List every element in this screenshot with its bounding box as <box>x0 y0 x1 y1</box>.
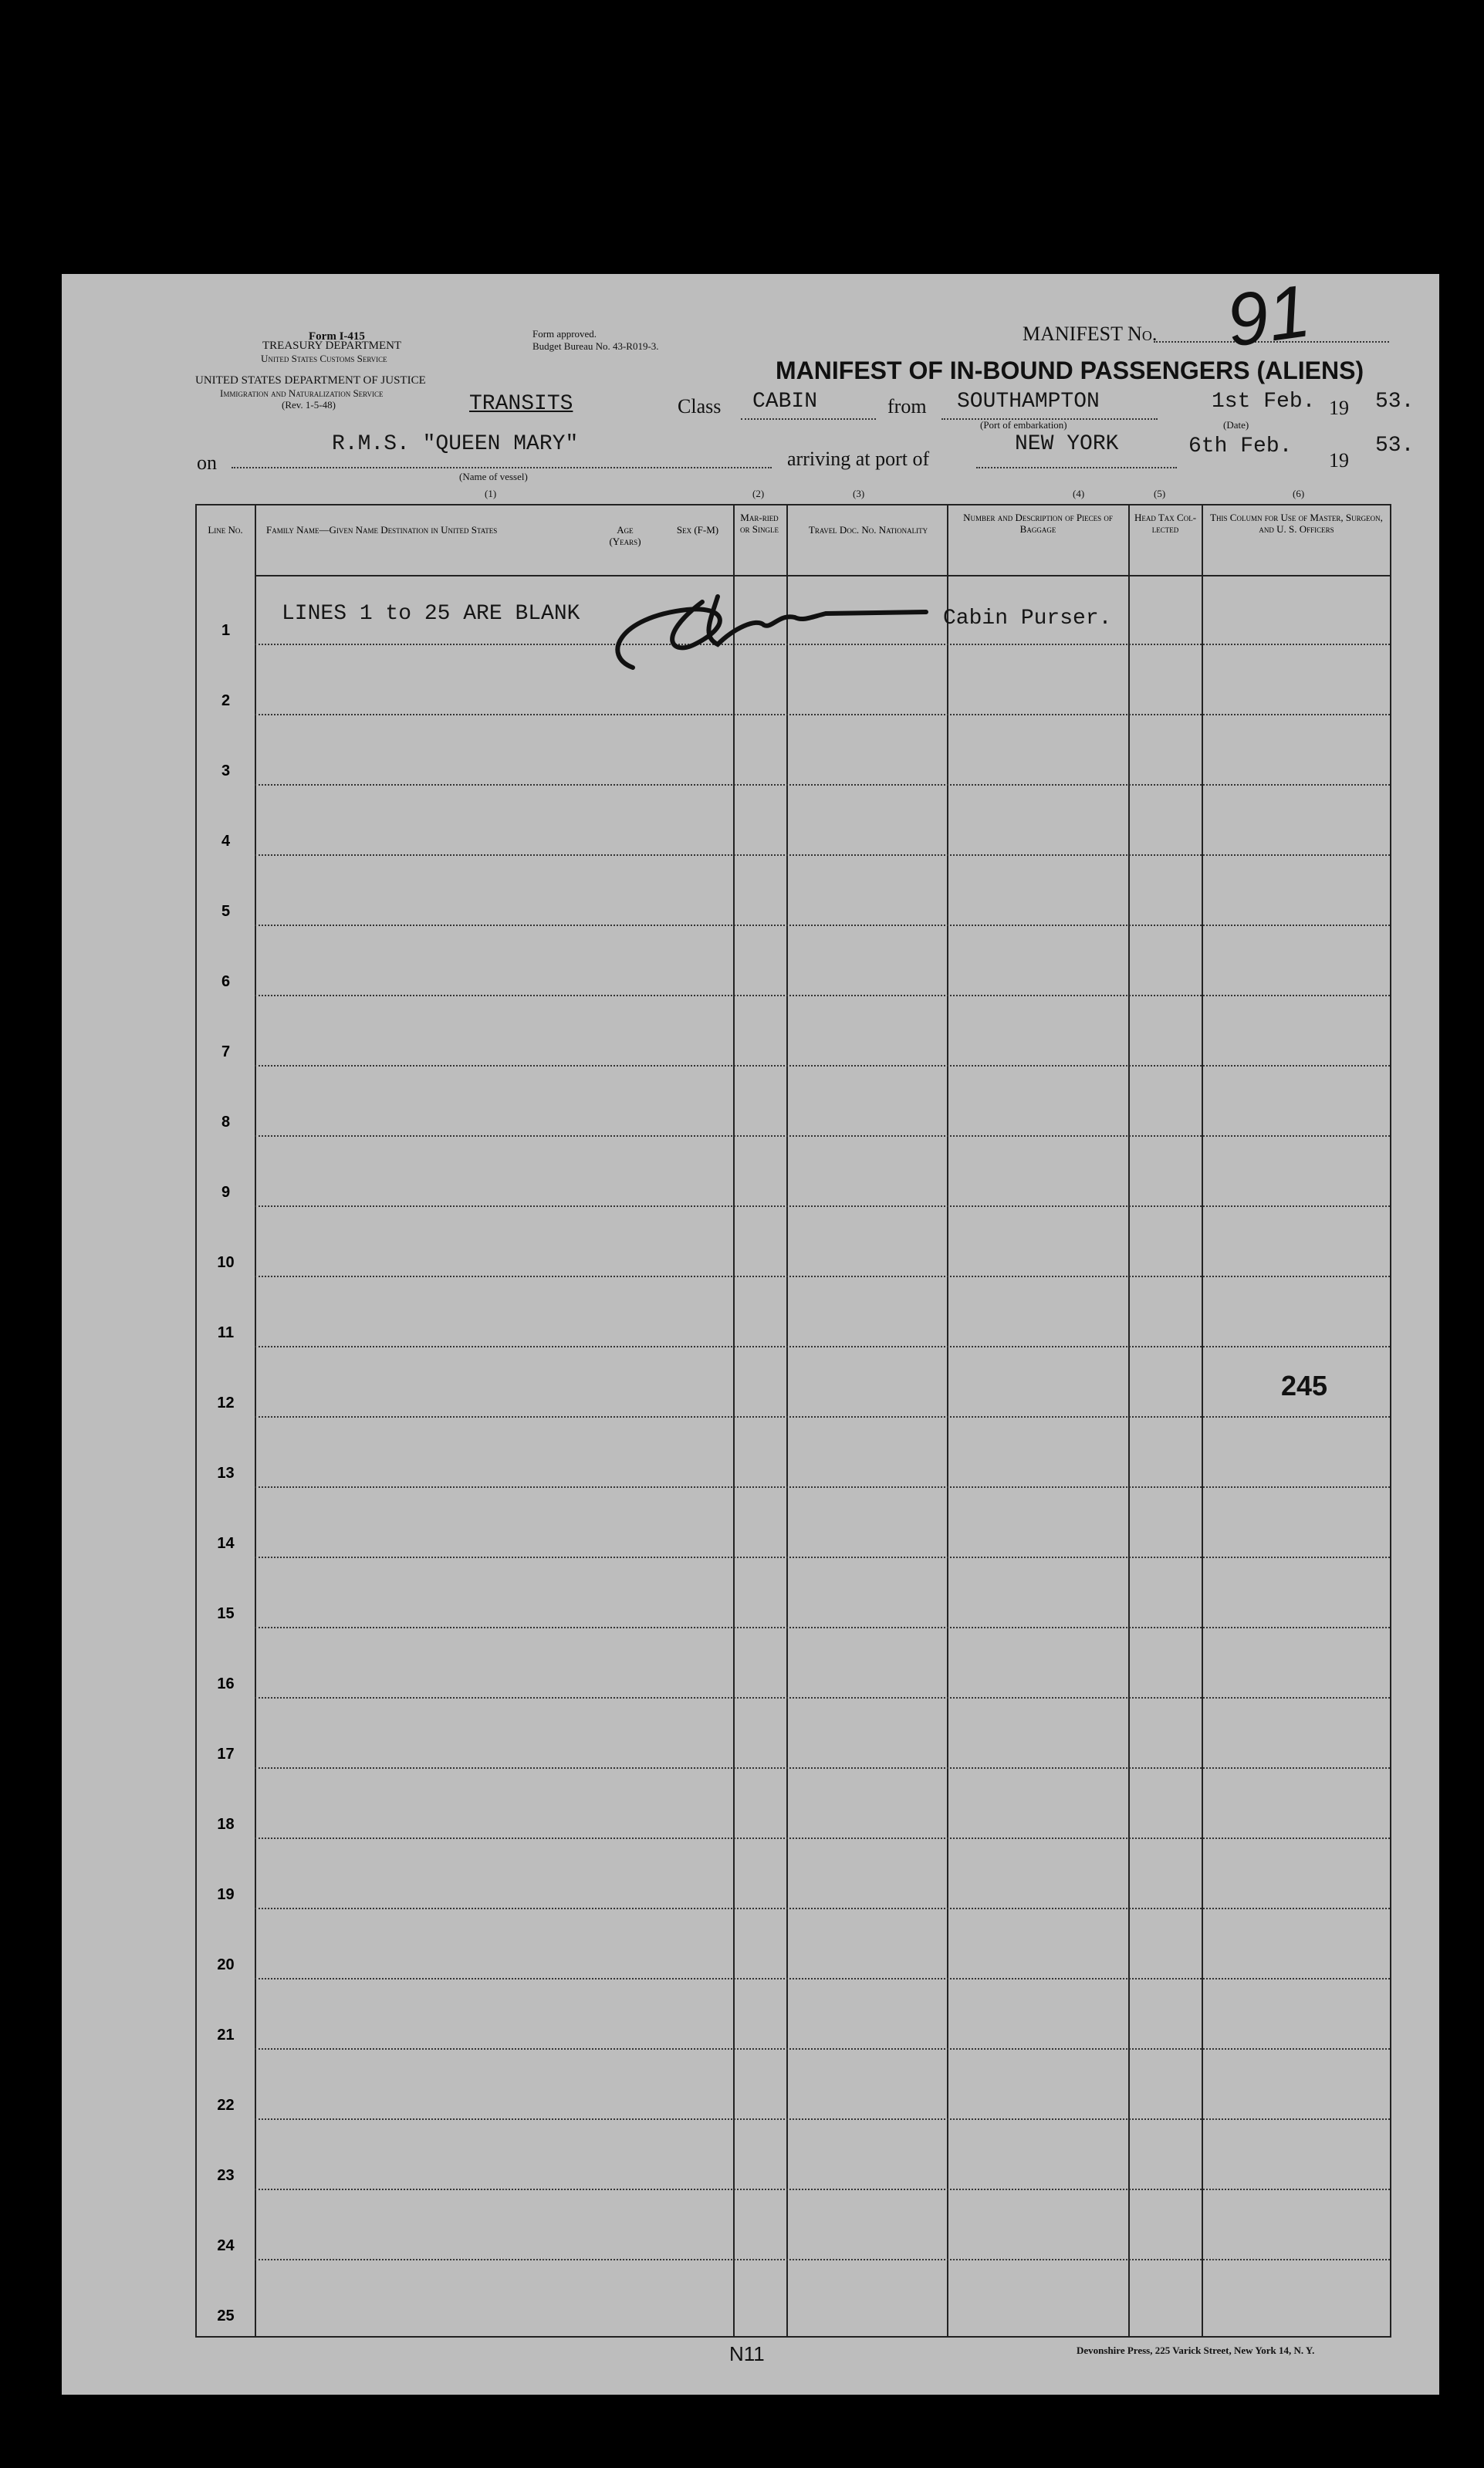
table-row <box>255 2259 1390 2260</box>
col-divider <box>255 505 256 2336</box>
departure-date: 1st Feb. <box>1212 390 1316 414</box>
row-number: 2 <box>221 692 231 709</box>
col-divider <box>1128 505 1130 2336</box>
table-row <box>255 1205 1390 1207</box>
printer-credit: Devonshire Press, 225 Varick Street, New York 14, N. Y. <box>1077 2345 1315 2356</box>
row-number: 12 <box>217 1395 235 1411</box>
table-row <box>255 2189 1390 2190</box>
departure-year: 53. <box>1375 390 1415 414</box>
col-number: (3) <box>853 488 865 499</box>
transits-stamp: TRANSITS <box>469 392 573 416</box>
revision: (Rev. 1-5-48) <box>282 399 336 411</box>
sheet-code: N11 <box>729 2342 765 2365</box>
table-row <box>255 1486 1390 1488</box>
row-number: 10 <box>217 1254 235 1271</box>
table-row <box>255 1276 1390 1277</box>
budget-bureau: Budget Bureau No. 43-R019-3. <box>532 340 659 352</box>
form-number: Form I-415 <box>309 330 365 343</box>
embarkation-port: SOUTHAMPTON <box>957 390 1100 414</box>
blank-lines-note: LINES 1 to 25 ARE BLANK <box>282 602 580 626</box>
arrival-port: NEW YORK <box>1015 432 1119 456</box>
col-divider <box>1202 505 1203 2336</box>
row-number: 9 <box>221 1184 231 1201</box>
col-number: (4) <box>1073 488 1085 499</box>
col-header-line-no: Line No. <box>208 524 243 536</box>
table-row <box>255 1697 1390 1699</box>
manifest-number: 91 <box>1222 269 1315 363</box>
table-row <box>255 854 1390 856</box>
col-divider <box>733 505 735 2336</box>
row-number: 24 <box>217 2237 235 2254</box>
col-number: (2) <box>752 488 765 499</box>
table-row <box>255 714 1390 715</box>
col-number: (5) <box>1154 488 1166 499</box>
table-row <box>255 1135 1390 1137</box>
row-number: 20 <box>217 1956 235 1973</box>
row-number: 19 <box>217 1886 235 1903</box>
row-number: 6 <box>221 973 231 990</box>
row-number: 4 <box>221 833 231 850</box>
row-number: 3 <box>221 762 231 779</box>
table-row <box>255 784 1390 786</box>
manifest-label: MANIFEST No. <box>1023 323 1158 345</box>
row-number: 15 <box>217 1605 235 1622</box>
row-number: 11 <box>217 1324 235 1341</box>
table-row <box>255 1416 1390 1418</box>
table-row <box>255 1557 1390 1558</box>
header-divider <box>255 575 1390 576</box>
table-row <box>255 1346 1390 1347</box>
on-label: on <box>197 451 217 474</box>
stamp-number: 245 <box>1281 1370 1328 1401</box>
table-row <box>255 925 1390 926</box>
arrival-year-prefix: 19 <box>1329 449 1349 472</box>
arrival-date: 6th Feb. <box>1188 434 1293 458</box>
signer-title: Cabin Purser. <box>943 607 1112 631</box>
form-approved: Form approved. <box>532 328 597 340</box>
row-number: 16 <box>217 1675 235 1692</box>
col-header-name: Family Name—Given Name Destination in United States <box>266 524 498 536</box>
row-number: 21 <box>217 2027 235 2044</box>
table-row <box>255 1837 1390 1839</box>
row-number: 8 <box>221 1114 231 1131</box>
col-number: (1) <box>485 488 497 499</box>
table-row <box>255 1978 1390 1979</box>
vessel-name: R.M.S. "QUEEN MARY" <box>332 432 579 456</box>
customs-service: United States Customs Service <box>261 353 387 364</box>
table-row <box>255 1065 1390 1067</box>
row-number: 7 <box>221 1043 231 1060</box>
col-number: (6) <box>1293 488 1305 499</box>
row-number: 23 <box>217 2167 235 2184</box>
table-row <box>255 2118 1390 2120</box>
arrival-year: 53. <box>1375 434 1415 458</box>
col-header-baggage: Number and Description of Pieces of Baggage <box>963 512 1113 535</box>
row-number: 18 <box>217 1816 235 1833</box>
table-row <box>255 995 1390 996</box>
col-header-sex: Sex (F-M) <box>676 524 719 536</box>
class-line <box>741 418 876 420</box>
row-number: 13 <box>217 1465 235 1482</box>
table-row <box>255 1627 1390 1628</box>
col-header-head-tax: Head Tax Col-lected <box>1134 512 1197 535</box>
row-number: 22 <box>217 2097 235 2114</box>
row-number: 17 <box>217 1746 235 1763</box>
table-row <box>255 1908 1390 1909</box>
table-row <box>255 2048 1390 2050</box>
from-label: from <box>887 395 927 418</box>
ins-heading: Immigration and Naturalization Service <box>220 387 384 399</box>
col-header-married: Mar-ried or Single <box>740 512 779 535</box>
row-number: 25 <box>217 2307 235 2324</box>
purser-signature <box>602 583 941 683</box>
treasury-dept: TREASURY DEPARTMENT <box>262 340 402 352</box>
col-header-officers: This Column for Use of Master, Surgeon, and U. S. Officers <box>1210 512 1383 535</box>
col-divider <box>947 505 948 2336</box>
date-caption: (Date) <box>1223 419 1249 431</box>
col-divider <box>786 505 788 2336</box>
vessel-line <box>232 467 772 468</box>
row-number: 14 <box>217 1535 235 1552</box>
port-caption: (Port of embarkation) <box>980 419 1067 431</box>
row-number: 1 <box>221 622 231 639</box>
table-row <box>255 1767 1390 1769</box>
vessel-caption: (Name of vessel) <box>459 471 528 482</box>
row-number: 5 <box>221 903 231 920</box>
doj-heading: UNITED STATES DEPARTMENT OF JUSTICE <box>195 374 426 387</box>
year-prefix: 19 <box>1329 397 1349 419</box>
class-label: Class <box>678 395 722 418</box>
passenger-table <box>195 504 1391 2338</box>
arriving-label: arriving at port of <box>787 448 930 470</box>
col-header-age: Age (Years) <box>609 524 641 547</box>
class-value: CABIN <box>752 390 818 414</box>
manifest-title: MANIFEST OF IN-BOUND PASSENGERS (ALIENS) <box>776 357 1364 384</box>
arrival-line <box>976 467 1177 468</box>
col-header-travel: Travel Doc. No. Nationality <box>808 524 928 536</box>
